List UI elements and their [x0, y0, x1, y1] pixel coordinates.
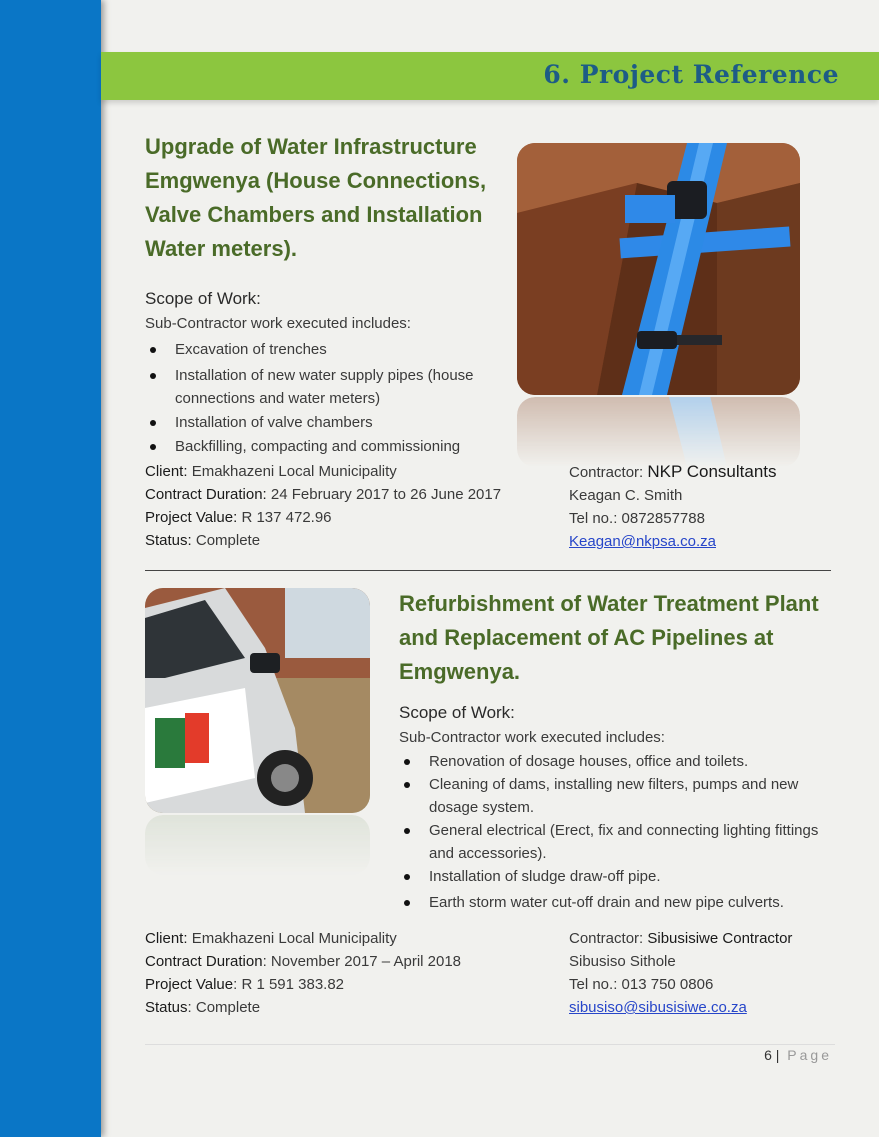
list-item: Backfilling, compacting and commissioning	[145, 435, 485, 458]
value-value: : R 1 591 383.82	[233, 976, 345, 993]
contact-name: Sibusiso Sithole	[569, 953, 676, 970]
list-item: Renovation of dosage houses, office and toilets.	[399, 750, 829, 773]
duration-value: : November 2017 – April 2018	[262, 953, 462, 970]
duration-value: 24 February 2017 to 26 June 2017	[270, 486, 502, 503]
left-sidebar-band	[0, 0, 101, 1137]
company-vehicle-photo-reflection	[145, 815, 370, 875]
status-value: Complete	[195, 532, 261, 549]
duration-label: Contract Duration	[145, 953, 263, 970]
contractor-label: Contractor:	[569, 464, 644, 481]
project2-contractor	[569, 927, 792, 1019]
contractor-name: Sibusisiwe Contractor	[647, 930, 793, 947]
project2-scope-intro: Sub-Contractor work executed includes:	[399, 729, 665, 746]
page-title: 6. Project Reference	[543, 60, 839, 89]
value-value: R 137 472.96	[241, 509, 332, 526]
status-label: Status:	[145, 532, 192, 549]
project1-details	[145, 460, 501, 552]
client-value: Emakhazeni Local Municipality	[191, 463, 397, 480]
list-item: General electrical (Erect, fix and connecting lighting fittings and accessories).	[399, 819, 829, 865]
value-label: Project Value:	[145, 509, 238, 526]
list-item: Installation of new water supply pipes (house connections and water meters)	[145, 364, 485, 410]
status-label: Status	[145, 999, 188, 1016]
pipe-trench-photo-reflection	[517, 397, 800, 467]
page-separator: |	[775, 1047, 780, 1063]
project2-scope-heading: Scope of Work:	[399, 703, 515, 722]
header-band	[101, 52, 879, 100]
duration-label: Contract Duration:	[145, 486, 267, 503]
list-item: Earth storm water cut-off drain and new pipe culverts.	[399, 891, 829, 914]
project1-scope-heading: Scope of Work:	[145, 289, 261, 308]
client-label: Client:	[145, 930, 188, 947]
project2-details	[145, 927, 461, 1019]
client-value: Emakhazeni Local Municipality	[191, 930, 397, 947]
list-item: Installation of sludge draw-off pipe.	[399, 865, 829, 888]
client-label: Client:	[145, 463, 188, 480]
status-value: : Complete	[187, 999, 261, 1016]
project2-scope-list	[399, 750, 829, 914]
company-vehicle-photo	[145, 588, 370, 813]
project1-scope-intro: Sub-Contractor work executed includes:	[145, 315, 411, 332]
pipe-trench-photo	[517, 143, 800, 395]
contact-name: Keagan C. Smith	[569, 487, 683, 504]
contractor-name: NKP Consultants	[647, 462, 777, 481]
list-item: Cleaning of dams, installing new filters, pumps and new dosage system.	[399, 773, 829, 819]
contact-tel: Tel no.: 0872857788	[569, 510, 705, 527]
list-item: Excavation of trenches	[145, 338, 485, 361]
contractor-label: Contractor:	[569, 930, 644, 947]
contact-email-link[interactable]: Keagan@nkpsa.co.za	[569, 533, 716, 550]
project2-title: Refurbishment of Water Treatment Plant and Replacement of AC Pipelines at Emgwenya.	[399, 591, 819, 684]
page-label: Page	[787, 1047, 832, 1063]
section-divider	[145, 570, 831, 571]
page-footer	[764, 1047, 832, 1063]
page-number: 6	[764, 1047, 772, 1063]
list-item: Installation of valve chambers	[145, 411, 485, 434]
contact-tel: Tel no.: 013 750 0806	[569, 976, 714, 993]
project1-title: Upgrade of Water Infrastructure Emgwenya (House Connections, Valve Chambers and Installation Water meters).	[145, 134, 487, 261]
project1-contractor	[569, 460, 777, 553]
footer-divider	[145, 1044, 835, 1045]
project1-scope-list	[145, 338, 485, 458]
contact-email-link[interactable]: sibusiso@sibusisiwe.co.za	[569, 999, 747, 1016]
value-label: Project Value	[145, 976, 234, 993]
